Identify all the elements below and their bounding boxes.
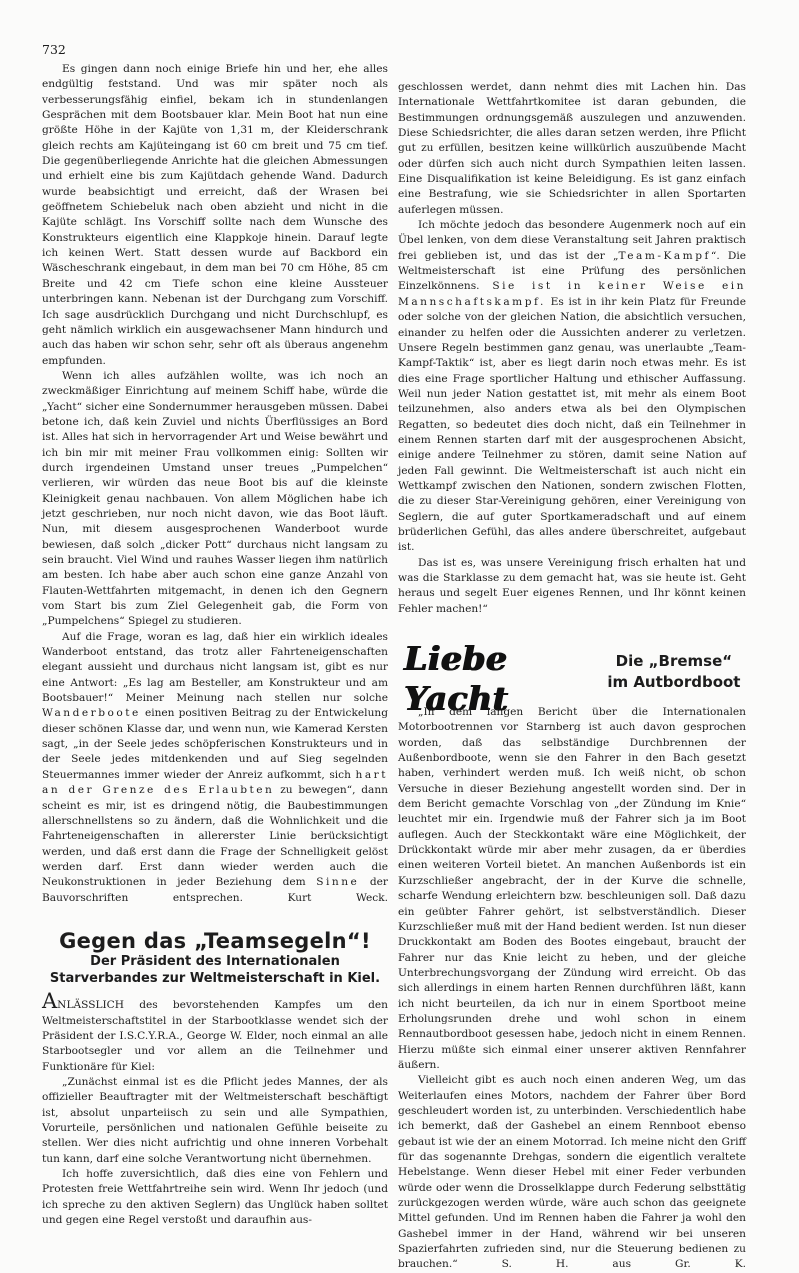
lead-caps: NLÄSSLICH	[57, 999, 125, 1012]
article-text: “. Die Weltmeisterschaft ist eine Prüfung des persönlichen Einzelkönnens.	[398, 249, 746, 293]
right-column	[398, 80, 746, 1273]
article-subheadline: Der Präsident des Internationalen Starverbandes zur Weltmeisterschaft in Kiel.	[49, 954, 381, 987]
weck-text: zu bewegen“, dann scheint es mir, ist es dringend nötig, die Baubestimmungen allerschnellstens so zu ändern, daß die Wohnlichkeit und die Fahrteneigenschaften in allererster Linie berücksichtigt werden, und daß erst dann die Frage der Schnelligkeit gelöst werden darf. Erst dann wieder werden auch die Neukonstruktionen in jeder Beziehung dem	[42, 784, 389, 889]
liebe-yacht-title	[602, 639, 746, 693]
emphasis-spaced: Team-Kampf	[618, 249, 711, 262]
weck-paragraph-1: Es gingen dann noch einige Briefe hin und her, ehe alles endgültig feststand. Und was mir später noch als verbesserungsfähig einfiel, bekam ich in stundenlangen Gesprächen mit dem Bootsbauer klar. Mein Boot hat nun eine größte Höhe in der Kajüte von 1,31 m, der Kleiderschrank gleich rechts am Kajüteingang ist 60 cm breit und 75 cm tief. Die gegenüberliegende Anrichte hat die gleichen Abmessungen und erhielt eine bis zum Kajütdach gehende Wand. Dadurch wurde beabsichtigt und erreicht, daß der Wrasen bei geöffnetem Schiebeluk nach oben abzieht und nicht in die Kajüte schlägt. Ins Vorschiff sollte nach dem Wunsche des Konstrukteurs eigentlich eine Klappkoje hinein. Darauf legte ich keinen Wert. Statt dessen wurde auf Backbord ein Wäscheschrank eingebaut, in dem man bei 70 cm Höhe, 85 cm Breite und 42 cm Tiefe schon eine kleine Aussteuer unterbringen kann. Nebenan ist der Durchgang zum Vorschiff. Ich sage ausdrücklich Durchgang und nicht Durchschlupf, es geht nämlich wirklich ein ausgewachsener Mann hindurch und auch das haben wir schon sehr, sehr oft als überaus angenehm empfunden.	[42, 63, 388, 367]
teamsegeln-paragraph-2: Ich hoffe zuversichtlich, daß dies eine von Fehlern und Protesten freie Wettfahrtreihe sein wird. Wenn Ihr jedoch (und ich spreche zu den aktiven Seglern) das Unglück haben solltet und gegen eine Regel verstoßt und daraufhin aus-	[42, 1168, 388, 1227]
title-line-1: Die „Bremse“	[615, 652, 733, 671]
teamsegeln-continued	[398, 80, 746, 617]
weck-text: einen positiven Beitrag zu der Entwickelung dieser schönen Klasse dar, und wenn nun, wie Kamerad Kersten sagt, „in der Seele jedes schöpferischen Konstrukteurs und in der Seele jedes mitdenkenden und auf Sieg segelnden Steuermannes immer wieder der Anreiz aufkommt, sich	[42, 707, 388, 781]
weck-text: Auf die Frage, woran es lag, daß hier ein wirklich ideales Wanderboot entstand, das trotz aller Fahrteneigenschaften elegant aussieht und durchaus nicht langsam ist, gibt es nur eine Antwort: „Es lag am Besteller, am Konstrukteur und am Bootsbauer!“ Meiner Meinung nach stellen nur solche	[42, 630, 388, 705]
weck-text: der Bauvorschriften entsprechen.	[42, 876, 388, 904]
article-text: Ich möchte jedoch das besondere Augenmerk noch auf ein Übel lenken, von dem diese Veranstaltung seit Jahren praktisch frei geblieben ist, und das ist der „	[398, 219, 746, 262]
article-lead	[42, 989, 388, 1075]
left-column	[42, 62, 388, 1228]
emphasis-spaced: Sinne	[316, 876, 360, 889]
weck-article	[42, 62, 388, 906]
teamsegeln-paragraph-5: Das ist es, was unsere Vereinigung frisch erhalten hat und was die Starklasse zu dem gemacht hat, was sie heute ist. Geht heraus und segelt Euer eigenes Rennen, und Ihr könnt keinen Fehler machen!“	[398, 556, 746, 615]
teamsegeln-paragraph-4	[398, 218, 746, 556]
weck-paragraph-3	[42, 630, 388, 906]
page-number: 732	[42, 42, 66, 57]
title-line-2: im Autbordboot	[607, 673, 741, 692]
drop-cap: A	[42, 989, 58, 1014]
liebe-yacht-paragraph-1: „In dem langen Bericht über die Internationalen Motorbootrennen vor Starnberg ist auch davon gesprochen worden, daß das selbständige Durchbrennen der Außenbordboote, wenn sie den Fahrer in den Bach gesetzt haben, verhindert werden muß. Ich weiß nicht, ob schon Versuche in dieser Beziehung angestellt worden sind. Der in dem Bericht gemachte Vorschlag von „der Zündung im Knie“ leuchtet mir ein. Irgendwie muß der Fahrer sich ja im Boot auflegen. Auch der Steckkontakt wäre eine Möglichkeit, der Drückkontakt würde mir aber mehr zusagen, da er überdies einen weiteren Vorteil bietet. An manchen Außenbords ist ein Kurzschließer angebracht, der in der Kurve die schnelle, scharfe Wendung erleichtern bzw. beschleunigen soll. Daß dazu ein geübter Fahrer gehört, ist selbstverständlich. Dieser Kurzschließer muß mit der Hand bedient werden. Ist nun dieser Druckkontakt am Boden des Bootes eingebaut, braucht der Fahrer nur das Knie leicht zu heben, und der gleiche Unterbrechungsvorgang der Zündung wird erreicht. Ob das sich allerdings in einem harten Rennen durchführen läßt, kann ich nicht beurteilen, da ich nur in einem Sportboot meine Erholungsrunden drehe und wohl schon in einem Rennautbordboot gesessen habe, jedoch nicht in einem Rennen. Hierzu müßte sich einmal einer unserer aktiven Rennfahrer äußern.	[398, 706, 746, 1071]
teamsegeln-article	[42, 928, 388, 1229]
liebe-yacht-logo: Liebe Yacht	[404, 639, 509, 719]
article-text: Es ist in ihr kein Platz für Freunde oder solche von der gleichen Nation, die absichtlich versuchen, einander zu helfen oder die Aussichten anderer zu verletzen. Unsere Regeln bestimmen ganz genau, was unerlaubte „Team-Kampf-Taktik“ ist, aber es liegt darin noch etwas mehr. Es ist dies eine Frage sportlicher Haltung und ethischer Auffassung. Weil nun jeder Nation gestattet ist, mit mehr als einem Boot teilzunehmen, also anders etwa als bei den Olympischen Regatten, so bedeutet dies doch nicht, daß ein Teilnehmer in einem Rennen starten darf mit der ausgesprochenen Absicht, einige andere Teilnehmer zu stören, damit seine Nation auf jeden Fall gewinnt. Die Weltmeisterschaft ist auch nicht ein Wettkampf zwischen den Nationen, sondern zwischen Flotten, die zu dieser Star-Vereinigung gehören, einer Vereinigung von Seglern, die auf guter Sportkameradschaft und auf einem brüderlichen Gefühl, das alles andere überschreitet, aufgebaut ist.	[398, 295, 746, 554]
emphasis-spaced: Wanderboote	[42, 707, 141, 720]
author-signature: Kurt Weck.	[287, 891, 388, 904]
article-headline: Gegen das „Teamsegeln“!	[59, 928, 371, 953]
lead-text: des bevorstehenden Kampfes um den Weltmeisterschaftstitel in der Starbootklasse wendet sich der Präsident der I.S.C.Y.R.A., George W. Elder, noch einmal an alle Starbootsegler und vor allem an die Teilnehmer und Funktionäre für Kiel:	[42, 999, 388, 1073]
liebe-yacht-paragraph-2	[398, 1073, 746, 1272]
article-text: Vielleicht gibt es auch noch einen anderen Weg, um das Weiterlaufen eines Motors, nachdem der Fahrer über Bord geschleudert worden ist, zu unterbinden. Verschiedentlich habe ich bemerkt, daß der Gashebel an einem Rennboot ebenso gebaut ist wie der an einem Motorrad. Ich meine nicht den Griff für das sogenannte Drehgas, sondern die eigentlich veraltete Hebelstange. Wenn dieser Hebel mit einer Feder verbunden würde oder wenn die Drosselklappe durch Federung selbsttätig zurückgezogen werden würde, wäre auch schon das geeignete Mittel gefunden. Und im Rennen haben die Fahrer ja wohl den Gashebel immer in der Hand, während wir bei unseren Spazierfahrten zufrieden sind, nur die Steuerung bedienen zu brauchen.“	[398, 1074, 746, 1271]
teamsegeln-paragraph-3: geschlossen werdet, dann nehmt dies mit Lachen hin. Das Internationale Wettfahrtkomitee ist daran gebunden, die Bestimmungen ordnungsgemäß auszulegen und anzuwenden. Diese Schiedsrichter, die alles daran setzen werden, ihre Pflicht gut zu erfüllen, besitzen keine willkürlich auszuübende Macht oder dürfen sich auch nicht durch Sympathien leiten lassen. Eine Disqualifikation ist keine Beleidigung. Es ist ganz einfach eine Bestrafung, wie sie Schiedsrichter in allen Sportarten auferlegen müssen.	[398, 81, 746, 216]
liebe-yacht-header	[398, 639, 746, 719]
emphasis-spaced: Sie ist in keiner Weise ein Mannschaftskampf.	[398, 280, 746, 308]
weck-paragraph-2: Wenn ich alles aufzählen wollte, was ich noch an zweckmäßiger Einrichtung auf meinem Schiff habe, würde die „Yacht“ sicher eine Sondernummer herausgeben müssen. Dabei betone ich, daß kein Zuviel und nichts Überflüssiges an Bord ist. Alles hat sich in hervorragender Art und Weise bewährt und ich bin mir mit meiner Frau vollkommen einig: Sollten wir durch irgendeinen Umstand unser treues „Pumpelchen“ verlieren, wir würden das neue Boot bis auf die kleinste Kleinigkeit genau nachbauen. Von allem Möglichen habe ich jetzt geschrieben, nur noch nicht davon, wie das Boot läuft. Nun, mit diesem ausgesprochenen Wanderboot wurde bewiesen, daß solch „dicker Pott“ durchaus nicht langsam zu sein braucht. Viel Wind und rauhes Wasser liegen ihm natürlich am besten. Ich habe aber auch schon eine ganze Anzahl von Flauten-Wettfahrten mitgemacht, in denen ich den Gegnern vom Start bis zum Ziel Gelegenheit gab, die Form von „Pumpelchens“ Spiegel zu studieren.	[42, 369, 388, 628]
liebe-yacht-section	[398, 639, 746, 1273]
teamsegeln-paragraph-1: „Zunächst einmal ist es die Pflicht jedes Mannes, der als offizieller Beauftragter mit der Weltmeisterschaft beschäftigt ist, absolut unparteiisch zu sein und alle Sympathien, Vorurteile, persönlichen und nationalen Gefühle beiseite zu stellen. Wer dies nicht aufrichtig und ohne inneren Vorbehalt tun kann, darf eine solche Verantwortung nicht übernehmen.	[42, 1075, 388, 1165]
author-signature: S. H. aus Gr. K.	[501, 1258, 746, 1271]
emphasis-spaced: hart an der Grenze des Erlaubten	[42, 768, 388, 797]
